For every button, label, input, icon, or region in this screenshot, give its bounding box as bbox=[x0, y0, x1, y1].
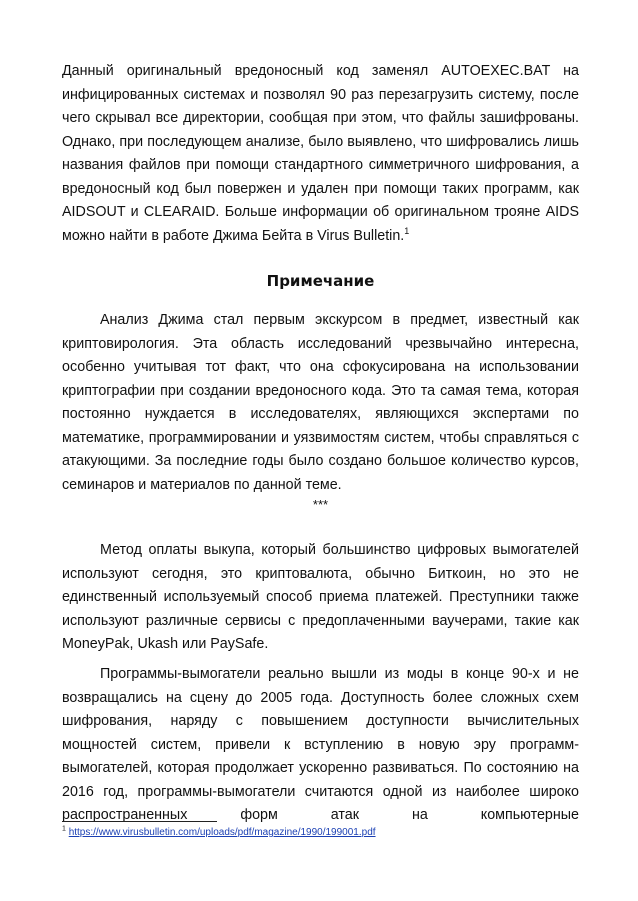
footnote bbox=[62, 826, 376, 840]
paragraph-text: Данный оригинальный вредоносный код заменял AUTOEXEC.BAT на инфицированных системах и позволял 90 раз перезагрузить систему, после чего скрывал все директории, сообщая при этом, что файлы зашифрованы. Однако, при последующем анализе, было выявлено, что шифровались лишь названия файлов при помощи стандартного симметричного шифрования, а вредоносный код был повержен и удален при помощи таких программ, как AIDSOUT и CLEARAID. Больше информации об оригинальном трояне AIDS можно найти в работе Джима Бейта в Virus Bulletin. bbox=[62, 63, 579, 244]
paragraph-ransom-payment: Метод оплаты выкупа, который большинство цифровых вымогателей используют сегодня, это криптовалюта, обычно Биткоин, но это не единственный используемый способ приема платежей. Преступники также используют различные сервисы с предоплаченными ваучерами, такие как MoneyPak, Ukash или PaySafe. bbox=[62, 542, 579, 652]
paragraph-aids-trojan bbox=[62, 60, 579, 248]
section-separator: *** bbox=[312, 497, 329, 512]
footnote-divider bbox=[62, 821, 217, 822]
footnote-number: 1 bbox=[62, 825, 66, 833]
footnote-reference[interactable]: 1 bbox=[404, 225, 410, 236]
footnote-link[interactable]: https://www.virusbulletin.com/uploads/pdf/magazine/1990/199001.pdf bbox=[68, 827, 376, 838]
paragraph-ransomware-history: Программы-вымогатели реально вышли из моды в конце 90-х и не возвращались на сцену до 2005 года. Доступность более сложных схем шифрования, наряду с повышением доступности вычислительных мощностей систем, привели к вступлению в новую эру программ-вымогателей, которая продолжает ускоренно развиваться. По состоянию на 2016 год, программы-вымогатели считаются одной из наиболее широко распространенных форм атак на компьютерные bbox=[62, 666, 579, 823]
section-heading: Примечание bbox=[266, 272, 375, 290]
paragraph-note: Анализ Джима стал первым экскурсом в предмет, известный как криптовирология. Эта область исследований чрезвычайно интересна, особенно учитывая тот факт, что она сфокусирована на использовании криптографии при создании вредоносного кода. Это та самая тема, которая постоянно нуждается в исследователях, являющихся экспертами по математике, программировании и уязвимостям систем, чтобы справляться с атакующими. За последние годы было создано большое количество курсов, семинаров и материалов по данной теме. bbox=[62, 312, 579, 493]
